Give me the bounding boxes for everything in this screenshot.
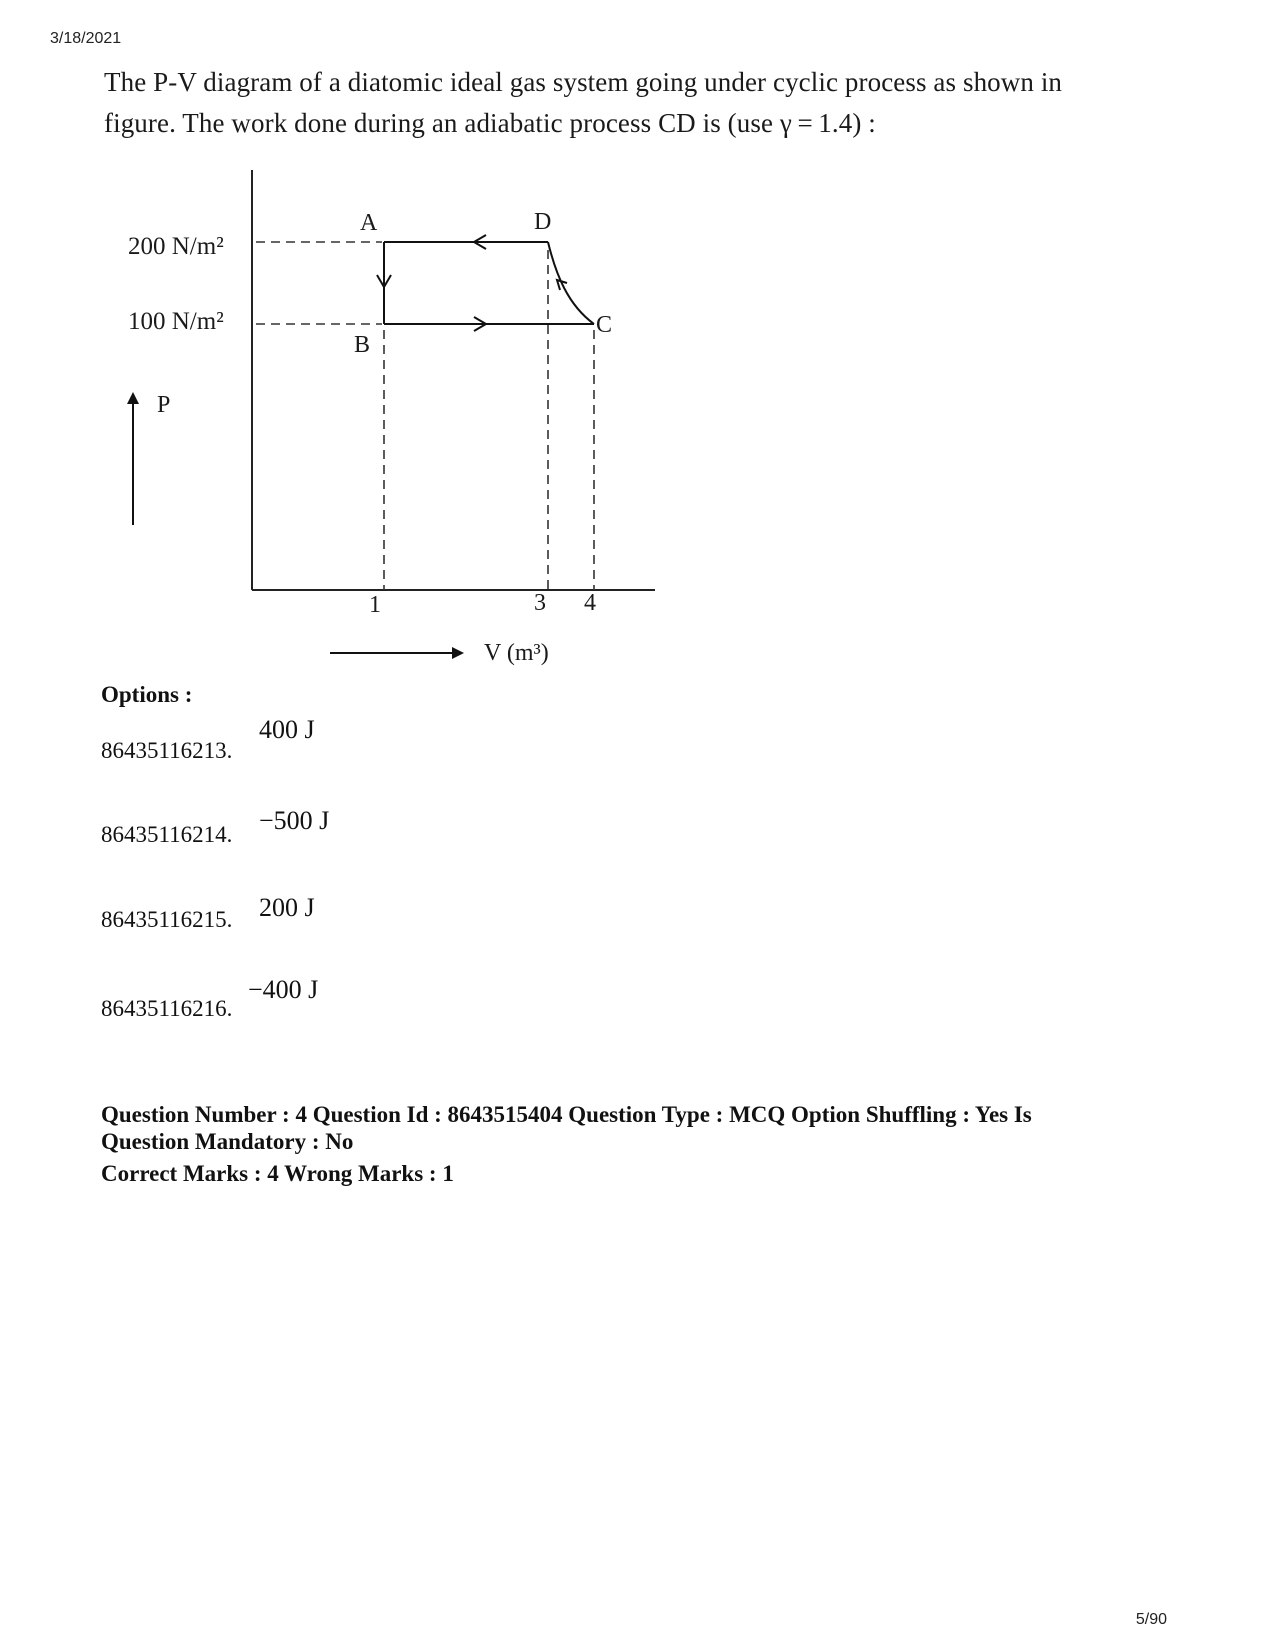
question-meta-line-2: Question Mandatory : No — [101, 1129, 354, 1154]
question-line-2: figure. The work done during an adiabatic process CD is (use γ = 1.4) : — [104, 108, 876, 138]
v-axis-label: V (m³) — [484, 640, 549, 666]
pv-diagram — [0, 0, 700, 680]
point-c-label: C — [596, 312, 613, 338]
point-d-label: D — [534, 209, 552, 235]
p-low-label: 100 N/m² — [128, 308, 224, 335]
option-1-value: 400 J — [259, 715, 315, 744]
question-line-1: The P-V diagram of a diatomic ideal gas system going under cyclic process as shown in — [104, 67, 1063, 97]
option-2-value: −500 J — [259, 806, 330, 835]
process-cd-curve — [548, 242, 594, 324]
option-1-id: 86435116213. — [101, 738, 233, 763]
p-high-label: 200 N/m² — [128, 233, 224, 260]
options-heading: Options : — [101, 682, 193, 707]
point-a-label: A — [360, 210, 378, 236]
option-2-id: 86435116214. — [101, 822, 233, 847]
option-3-value: 200 J — [259, 893, 315, 922]
tick-4-label: 4 — [584, 590, 596, 616]
tick-1-label: 1 — [369, 592, 381, 618]
point-b-label: B — [354, 332, 371, 358]
question-meta-line-1: Question Number : 4 Question Id : 8643515404 Question Type : MCQ Option Shuffling : Yes Is — [101, 1102, 1032, 1127]
option-4-value: −400 J — [248, 975, 319, 1004]
marks-info: Correct Marks : 4 Wrong Marks : 1 — [101, 1161, 454, 1186]
tick-3-label: 3 — [534, 590, 546, 616]
option-3-id: 86435116215. — [101, 907, 233, 932]
page-number: 5/90 — [1135, 1611, 1167, 1628]
option-4-id: 86435116216. — [101, 996, 233, 1021]
print-date: 3/18/2021 — [50, 30, 122, 47]
p-axis-label: P — [157, 392, 171, 418]
